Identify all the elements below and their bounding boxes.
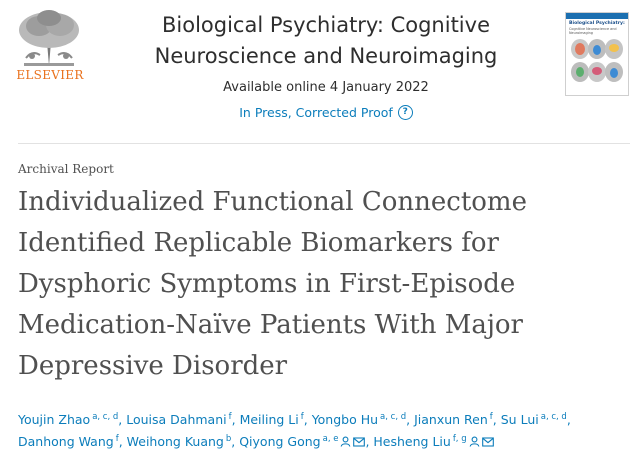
author-link[interactable] <box>127 434 232 449</box>
author-separator: , <box>231 434 240 449</box>
author-link[interactable] <box>239 434 365 449</box>
author-link[interactable] <box>373 434 493 449</box>
available-online-date: Available online 4 January 2022 <box>223 80 429 95</box>
author-affiliation-marker[interactable]: f <box>300 411 304 422</box>
author-separator: , <box>303 412 312 427</box>
author-affiliation-marker[interactable]: f, g <box>452 433 467 444</box>
author-link[interactable] <box>240 412 304 427</box>
author-list <box>18 409 630 453</box>
publisher-name: ELSEVIER <box>16 68 84 82</box>
cover-brain-images <box>566 35 628 87</box>
article-type-label: Archival Report <box>18 162 114 176</box>
author-link[interactable] <box>18 412 118 427</box>
author-affiliation-marker[interactable]: a, c, d <box>380 411 407 422</box>
question-circle-icon[interactable]: ? <box>398 105 413 120</box>
author-name: Weihong Kuang <box>126 434 224 449</box>
author-affiliation-marker[interactable]: b <box>225 433 232 444</box>
author-separator: , <box>118 434 127 449</box>
cover-subtitle: Cognitive Neuroscience and Neuroimaging <box>569 27 617 36</box>
author-name: Meiling Li <box>239 412 299 427</box>
author-link[interactable] <box>312 412 406 427</box>
author-name: Su Lui <box>500 412 539 427</box>
author-name: Hesheng Liu <box>373 434 451 449</box>
author-separator: , <box>365 434 374 449</box>
author-separator: , <box>492 412 501 427</box>
author-link[interactable] <box>414 412 493 427</box>
envelope-icon[interactable] <box>482 437 494 447</box>
cover-title: Biological Psychiatry: <box>569 21 625 26</box>
author-name: Danhong Wang <box>18 434 114 449</box>
envelope-icon[interactable] <box>353 437 365 447</box>
publication-status-link[interactable] <box>239 105 413 120</box>
author-separator: , <box>406 412 415 427</box>
author-affiliation-marker[interactable]: f <box>489 411 493 422</box>
author-affiliation-marker[interactable]: a, e <box>322 433 339 444</box>
author-name: Qiyong Gong <box>239 434 321 449</box>
author-affiliation-marker[interactable]: a, c, d <box>540 411 567 422</box>
author-link[interactable] <box>501 412 567 427</box>
journal-header <box>88 10 564 121</box>
article-title: Individualized Functional Connectome Identified Replicable Biomarkers for Dysphoric Symptoms in First-Episode Medication-Naïve Patients With Major Depressive Disorder <box>18 187 527 381</box>
author-link[interactable] <box>18 434 119 449</box>
journal-title[interactable]: Biological Psychiatry: Cognitive Neuroscience and Neuroimaging <box>154 13 498 68</box>
header-divider <box>18 143 630 144</box>
author-affiliation-marker[interactable]: a, c, d <box>92 411 119 422</box>
author-name: Jianxun Ren <box>414 412 488 427</box>
author-name: Youjin Zhao <box>18 412 91 427</box>
author-link[interactable] <box>126 412 231 427</box>
publication-status-label: In Press, Corrected Proof <box>239 105 393 120</box>
author-affiliation-marker[interactable]: f <box>115 433 119 444</box>
author-separator: , <box>566 412 571 427</box>
author-name: Louisa Dahmani <box>126 412 227 427</box>
journal-cover-thumbnail[interactable] <box>565 12 629 96</box>
author-affiliation-marker[interactable]: f <box>228 411 232 422</box>
author-separator: , <box>118 412 127 427</box>
person-icon[interactable] <box>469 436 480 447</box>
author-name: Yongbo Hu <box>311 412 379 427</box>
author-separator: , <box>231 412 240 427</box>
person-icon[interactable] <box>340 436 351 447</box>
